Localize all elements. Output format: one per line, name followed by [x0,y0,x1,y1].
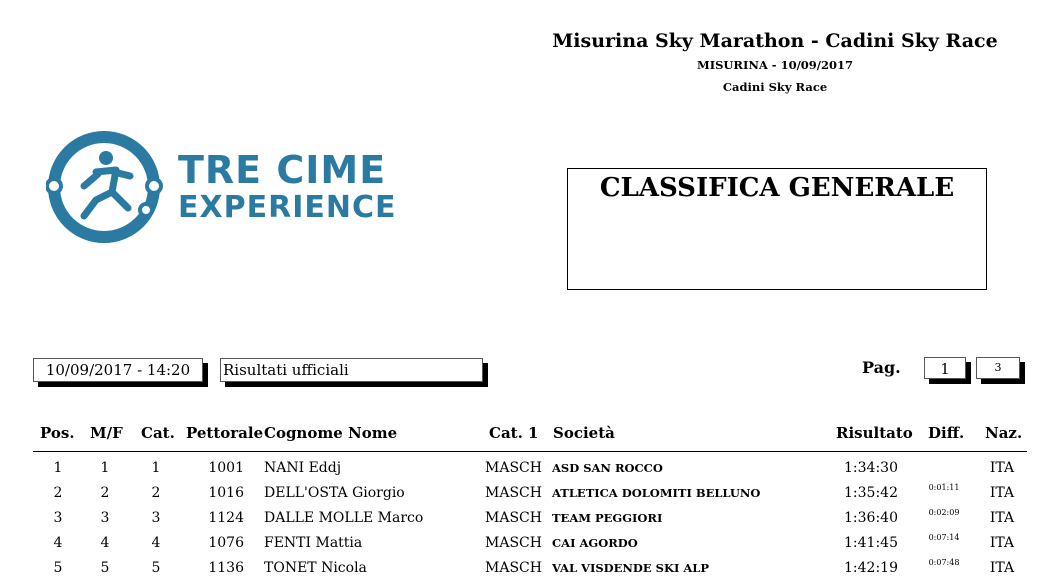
page-total-box: 3 [976,357,1020,379]
cell-name: DELL'OSTA Giorgio [264,485,405,501]
cell-societa: CAI AGORDO [552,536,638,550]
cell-cat1: MASCH [485,510,542,526]
cell-pos: 2 [53,485,63,501]
cell-cat: 2 [151,485,161,501]
page-label: Pag. [862,358,901,377]
cell-mf: 5 [100,560,110,576]
cell-pettorale: 1124 [208,510,244,526]
table-row [0,560,1059,585]
logo-text-tre-cime: TRE CIME [178,148,387,192]
col-header-pos: Pos. [40,424,75,442]
cell-cat: 3 [151,510,161,526]
col-header-diff: Diff. [928,424,965,442]
cell-cat: 1 [151,460,161,476]
cell-diff: 0:07:14 [928,533,960,542]
cell-mf: 4 [100,535,110,551]
cell-pos: 3 [53,510,63,526]
cell-cat1: MASCH [485,460,542,476]
cell-societa: TEAM PEGGIORI [552,511,663,525]
cell-mf: 1 [100,460,110,476]
cell-societa: ATLETICA DOLOMITI BELLUNO [552,486,761,500]
cell-naz: ITA [989,510,1015,526]
cell-societa: ASD SAN ROCCO [552,461,663,475]
cell-naz: ITA [989,485,1015,501]
cell-name: NANI Eddj [264,460,342,476]
cell-risultato: 1:41:45 [844,535,898,551]
cell-name: TONET Nicola [264,560,367,576]
classification-title: CLASSIFICA GENERALE [599,173,955,203]
cell-cat: 4 [151,535,161,551]
cell-diff: 0:02:09 [928,508,960,517]
cell-risultato: 1:34:30 [844,460,898,476]
table-row [0,510,1059,535]
cell-cat: 5 [151,560,161,576]
col-header-pettorale: Pettorale [186,424,264,442]
cell-pettorale: 1001 [208,460,244,476]
cell-naz: ITA [989,460,1015,476]
page-current-box: 1 [924,357,966,379]
col-header-societa: Società [553,424,615,442]
place-date: MISURINA - 10/09/2017 [696,58,853,72]
classification-box [567,168,987,290]
status-box: Risultati ufficiali [220,358,483,382]
col-header-mf: M/F [90,424,123,442]
cell-cat1: MASCH [485,560,542,576]
cell-mf: 3 [100,510,110,526]
col-header-naz: Naz. [985,424,1023,442]
cell-pos: 5 [53,560,63,576]
col-header-cat1: Cat. 1 [489,424,539,442]
cell-pettorale: 1136 [208,560,244,576]
table-row [0,535,1059,560]
cell-diff: 0:07:48 [928,558,960,567]
runner-logo-icon [46,130,171,246]
race-name: Cadini Sky Race [722,80,828,94]
col-header-cat: Cat. [141,424,175,442]
cell-name: DALLE MOLLE Marco [264,510,424,526]
cell-pettorale: 1016 [208,485,244,501]
cell-pos: 1 [53,460,63,476]
cell-pettorale: 1076 [208,535,244,551]
datetime-box: 10/09/2017 - 14:20 [33,358,203,382]
cell-naz: ITA [989,560,1015,576]
event-title: Misurina Sky Marathon - Cadini Sky Race [552,30,998,52]
cell-risultato: 1:35:42 [844,485,898,501]
cell-naz: ITA [989,535,1015,551]
cell-pos: 4 [53,535,63,551]
cell-diff: 0:01:11 [928,483,960,492]
cell-cat1: MASCH [485,485,542,501]
logo-text-experience: EXPERIENCE [178,190,397,225]
cell-name: FENTI Mattia [264,535,363,551]
header-rule [33,451,1027,452]
cell-cat1: MASCH [485,535,542,551]
cell-risultato: 1:36:40 [844,510,898,526]
cell-risultato: 1:42:19 [844,560,898,576]
cell-societa: VAL VISDENDE SKI ALP [552,561,709,575]
table-row [0,460,1059,485]
table-row [0,485,1059,510]
col-header-risultato: Risultato [836,424,913,442]
cell-mf: 2 [100,485,110,501]
col-header-name: Cognome Nome [264,424,398,442]
